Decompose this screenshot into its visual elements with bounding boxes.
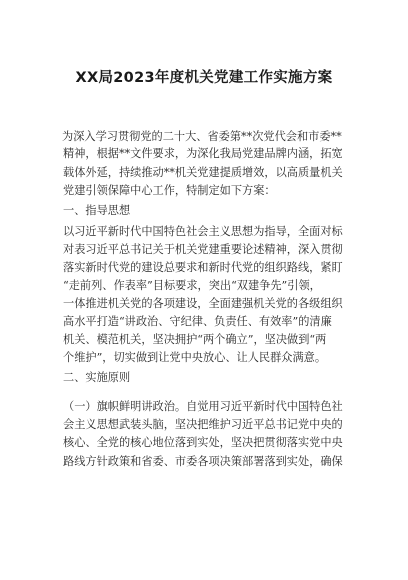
section1-line: 以习近平新时代中国特色社会主义思想为指导，全面对标 <box>63 225 343 238</box>
section1-line: 高水平打造“讲政治、守纪律、负责任、有效率”的清廉 <box>63 315 332 328</box>
section-heading: 一、指导思想 <box>63 204 131 217</box>
intro-line: 精神，根据**文件要求，为深化我局党建品牌内涵，拓宽 <box>63 147 343 160</box>
section1-line: 一体推进机关党的各项建设，全面建强机关党的各级组织 <box>63 297 343 310</box>
section1-line: 落实新时代党的建设总要求和新时代党的组织路线，紧盯 <box>63 261 343 274</box>
intro-line: 载体外延，持续推动**机关党建提质增效，以高质量机关 <box>63 166 343 179</box>
intro-line: 为深入学习贯彻党的二十大、省委第**次党代会和市委** <box>62 130 342 143</box>
document-title: XX局2023年度机关党建工作实施方案 <box>75 70 333 86</box>
intro-line: 党建引领保障中心工作，特制定如下方案： <box>63 184 276 197</box>
section1-line: 对表习近平总书记关于机关党建重要论述精神，深入贯彻 <box>63 243 343 256</box>
section1-line: 机关、模范机关，坚决拥护“两个确立”，坚决做到“两 <box>63 333 327 346</box>
section-heading: 二、实施原则 <box>63 371 131 384</box>
section1-line: 个维护”，切实做到让党中央放心、让人民群众满意。 <box>63 351 327 364</box>
section2-line: （一）旗帜鲜明讲政治。自觉用习近平新时代中国特色社 <box>63 400 343 413</box>
section1-line: “走前列、作表率”目标要求，突出“双建争先”引领， <box>63 279 321 292</box>
section2-line: 路线方针政策和省委、市委各项决策部署落到实处，确保 <box>63 455 343 468</box>
section2-line: 会主义思想武装头脑，坚决把维护习近平总书记党中央的 <box>63 418 343 431</box>
section2-line: 核心、全党的核心地位落到实处，坚决把贯彻落实党中央 <box>63 436 343 449</box>
